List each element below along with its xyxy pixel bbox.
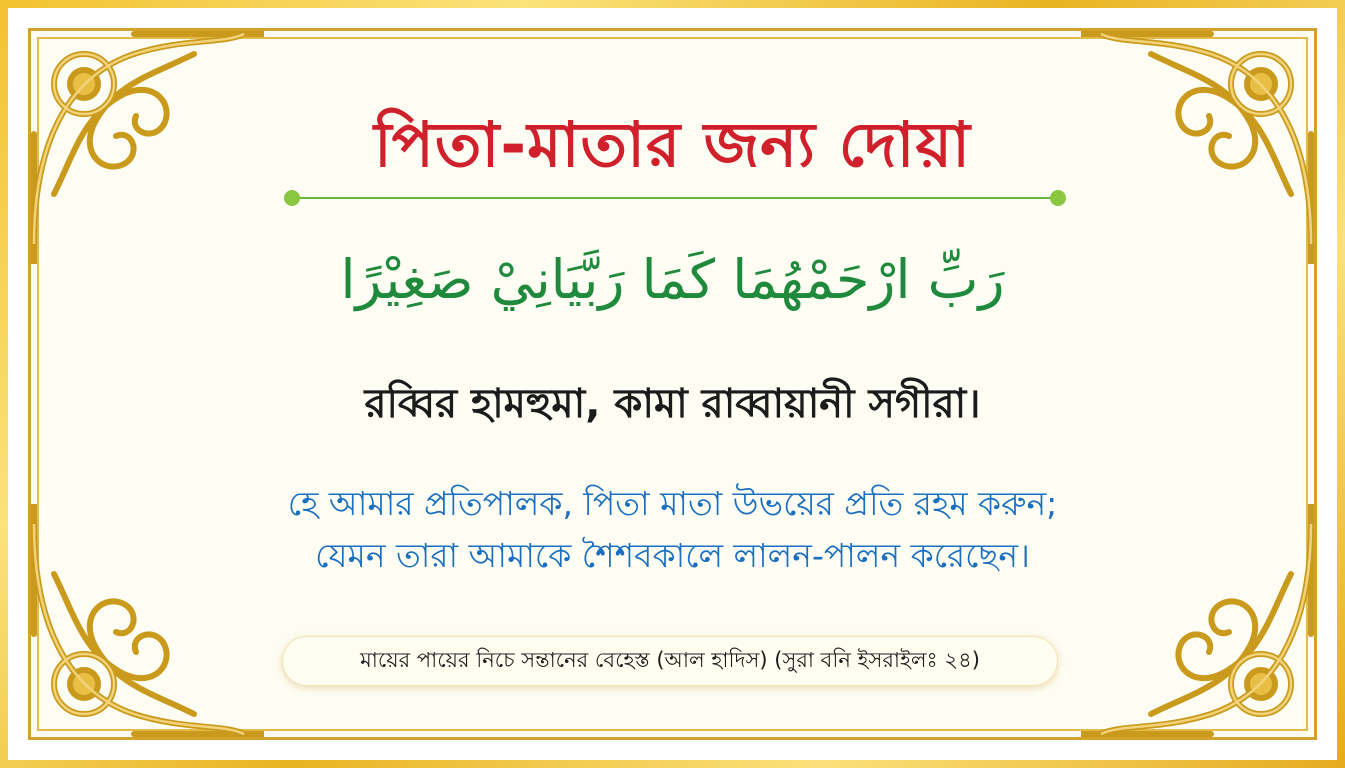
meaning-line-1: হে আমার প্রতিপালক, পিতা মাতা উভয়ের প্রতি রহম করুন;	[287, 484, 1058, 523]
green-dot-icon	[1050, 190, 1066, 206]
green-dot-icon	[284, 190, 300, 206]
transliteration-text: রব্বির হামহুমা, কামা রাব্বায়ানী সগীরা।	[364, 381, 981, 427]
footer-reference-text: মায়ের পায়ের নিচে সন্তানের বেহেস্ত (আল হাদিস) (সুরা বনি ইসরাইলঃ ২৪)	[360, 647, 980, 672]
page-title: পিতা-মাতার জন্য দোয়া	[374, 108, 971, 181]
arabic-verse: رَبِّ ارْحَمْهُمَا كَمَا رَبَّيَانِيْ صَغِيْرًا	[340, 248, 1005, 311]
title-divider	[284, 190, 1066, 206]
meaning-line-2: যেমন তারা আমাকে শৈশবকালে লালন-পালন করেছেন।	[315, 536, 1030, 575]
footer-reference-pill	[282, 636, 1058, 686]
meaning-text	[0, 478, 1345, 582]
divider-line	[292, 197, 1058, 199]
